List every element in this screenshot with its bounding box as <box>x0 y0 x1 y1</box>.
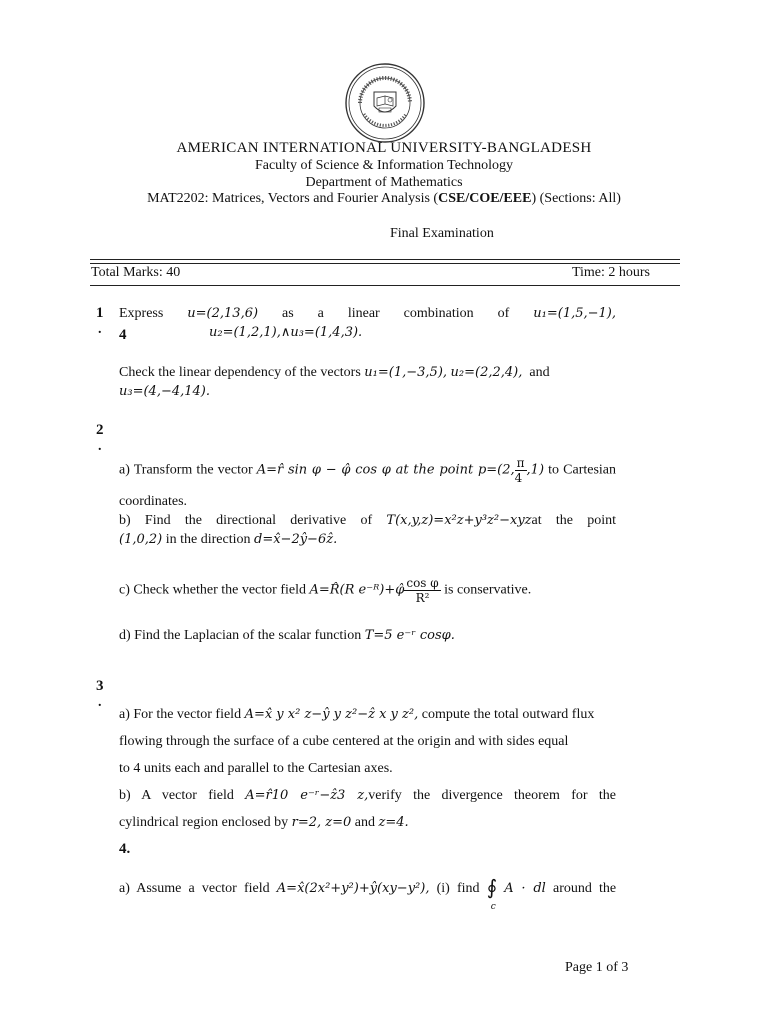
exam-title: Final Examination <box>390 226 494 241</box>
q3a-vector-field: A=x̂ y x² z−ŷ y z²−ẑ x y z², <box>244 707 419 722</box>
question-3a-line2: flowing through the surface of a cube centered at the origin and with sides equal <box>119 734 569 749</box>
q2a-text-end: to Cartesian <box>548 462 617 478</box>
question-1-number: 1 <box>96 305 104 321</box>
question-2c <box>119 576 616 605</box>
q4a-find-text: (i) find <box>436 881 480 896</box>
divider-bottom <box>90 285 680 286</box>
q4a-text-end: around the <box>552 881 617 896</box>
q1a-vector-u: u=(2,13,6) <box>187 306 259 321</box>
divider-top-2 <box>90 263 680 264</box>
divider-top-1 <box>90 259 680 260</box>
question-4-number: 4. <box>119 841 131 857</box>
q2b-function: T(x,y,z)=x²z+y³z²−xyz <box>386 513 532 528</box>
question-3a-line3: to 4 units each and parallel to the Cartesian axes. <box>119 761 393 776</box>
q3a-text: a) For the vector field <box>119 707 242 722</box>
q2c-fraction <box>404 576 440 605</box>
question-2a-line1 <box>119 456 616 485</box>
q2b-point: (1,0,2) <box>119 532 163 547</box>
course-programs: CSE/COE/EEE <box>438 191 532 206</box>
page-number: Page 1 of 3 <box>565 960 629 975</box>
faculty-name: Faculty of Science & Information Technology <box>254 158 514 173</box>
question-1a-line1 <box>119 304 616 324</box>
question-1a-line2 <box>209 323 509 343</box>
course-code-name: MAT2202: Matrices, Vectors and Fourier Analysis ( <box>147 191 439 206</box>
question-3b-line1 <box>119 786 616 806</box>
q2b-direction-text: in the direction <box>165 532 251 547</box>
q1b-and: and <box>529 365 550 380</box>
university-name: AMERICAN INTERNATIONAL UNIVERSITY-BANGLADESH <box>176 140 592 156</box>
question-4a-line1 <box>119 875 617 912</box>
question-1b-line1 <box>119 363 616 383</box>
q2c-frac-den: R² <box>415 591 430 605</box>
question-2-dot: . <box>98 439 102 454</box>
question-1-dot: . <box>98 322 102 337</box>
q3b-and: and <box>354 815 375 830</box>
question-3-dot: . <box>98 695 102 710</box>
university-seal-logo <box>344 62 426 144</box>
q3b-text-end: verify the divergence theorem for the <box>368 788 616 803</box>
q2b-text: b) Find the directional derivative of <box>119 513 373 528</box>
question-1b-line2 <box>119 382 616 402</box>
q2a-frac-num: π <box>516 456 525 470</box>
q1a-text: Express <box>119 306 164 321</box>
question-1-marks: 4 <box>119 327 127 343</box>
contour-integral-icon <box>486 875 498 912</box>
course-sections: ) (Sections: All) <box>531 191 621 206</box>
q2d-function: T=5 e⁻ʳ cosφ. <box>364 628 455 643</box>
q2c-vector-field: A=R̂(R e⁻ᴿ)+φ̂ <box>309 582 405 598</box>
q4a-text: a) Assume a vector field <box>119 881 270 896</box>
q4a-vector-field: A=x̂(2x²+y²)+ŷ(xy−y²), <box>276 881 430 896</box>
q2b-text-end: at the point <box>531 513 616 528</box>
question-3-number: 3 <box>96 678 104 694</box>
department-name: Department of Mathematics <box>305 175 463 190</box>
question-2-number: 2 <box>96 422 104 438</box>
q3b-bounds-2: z=4. <box>378 815 409 830</box>
question-2a-line2: coordinates. <box>119 494 188 509</box>
q1b-vector-u1: u₁=(1,−3,5), <box>364 365 448 380</box>
q2d-text: d) Find the Laplacian of the scalar function <box>119 628 362 643</box>
q1b-vector-u2: u₂=(2,2,4), <box>450 365 523 380</box>
q1b-text: Check the linear dependency of the vectors <box>119 365 361 380</box>
question-3a-line1 <box>119 705 616 725</box>
q1b-vector-u3: u₃=(4,−4,14). <box>119 384 210 399</box>
q3b-region-text: cylindrical region enclosed by <box>119 815 289 830</box>
q2a-fraction <box>515 456 527 485</box>
q2a-point-end: ,1) <box>526 462 545 478</box>
q2b-direction: d=x̂−2ŷ−6ẑ. <box>254 532 338 547</box>
q1a-vector-u1: u₁=(1,5,−1), <box>533 306 616 321</box>
total-marks: Total Marks: 40 <box>91 265 181 280</box>
q2a-vector: A=r̂ sin φ − φ̂ cos φ at the point p=(2, <box>256 462 515 478</box>
q4a-integrand: A · dl <box>504 881 546 896</box>
q1a-text-mid: as a linear combination of <box>282 306 510 321</box>
q3b-bounds-1: r=2, z=0 <box>291 815 352 830</box>
question-2d <box>119 626 616 646</box>
q2a-frac-den: 4 <box>514 471 523 485</box>
q3b-text: b) A vector field <box>119 788 234 803</box>
q4a-integral-sign: ∮ <box>486 875 498 899</box>
course-title <box>0 191 768 207</box>
q1a-vectors-u2-u3: u₂=(1,2,1),∧u₃=(1,4,3). <box>209 325 363 340</box>
question-2b-line1 <box>119 511 616 531</box>
exam-time: Time: 2 hours <box>571 265 650 280</box>
q3b-vector-field: A=r̂10 e⁻ʳ−ẑ3 z, <box>245 788 369 803</box>
q2c-text-end: is conservative. <box>444 582 532 598</box>
q2c-text: c) Check whether the vector field <box>119 582 306 598</box>
q4a-integral-subscript: c <box>490 902 496 912</box>
q3a-text-end: compute the total outward flux <box>421 707 595 722</box>
question-2b-line2 <box>119 530 616 550</box>
question-3b-line2 <box>119 813 616 833</box>
q2a-text: a) Transform the vector <box>119 462 253 478</box>
q2c-frac-num: cos φ <box>406 576 439 590</box>
